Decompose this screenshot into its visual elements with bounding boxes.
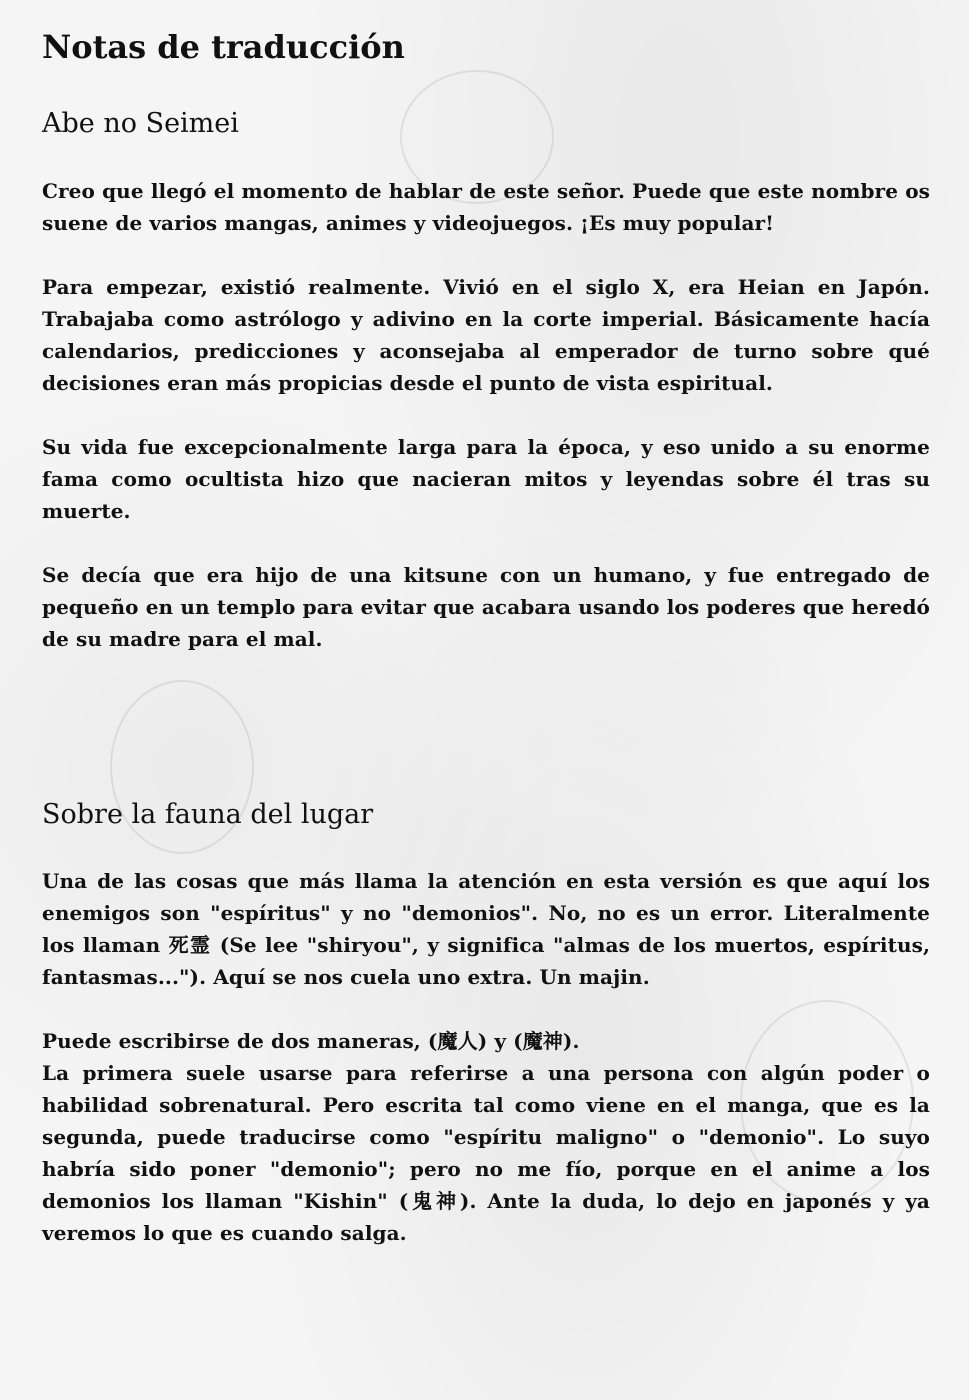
paragraph: Para empezar, existió realmente. Vivió en el siglo X, era Heian en Japón. Trabajaba como astrólogo y adivino en la corte imperial. Básicamente hacía calendarios, predicciones y aconsejaba al emperador de turno sobre qué decisiones eran más propicias desde el punto de vista espiritual.: [42, 274, 930, 395]
paragraph: [42, 1025, 930, 1057]
paragraph: Su vida fue excepcionalmente larga para la época, y eso unido a su enorme fama como ocultista hizo que nacieran mitos y leyendas sobre él tras su muerte.: [42, 434, 930, 523]
paragraph: [42, 865, 930, 993]
text-segment: ). Ante la duda, lo dejo en japonés y ya veremos lo que es cuando salga.: [42, 1189, 930, 1246]
section-heading: Abe no Seimei: [42, 108, 239, 140]
section-fauna: [42, 799, 930, 1249]
section-abe-no-seimei: [42, 108, 930, 654]
text-segment: ) y (: [477, 1029, 523, 1054]
text-segment: ).: [562, 1029, 580, 1054]
kanji-kishin: 鬼神: [408, 1189, 460, 1214]
kanji-shiryou: 死霊: [168, 933, 212, 958]
text-segment: (Se lee "shiryou", y significa "almas de los muertos, espíritus, fantasmas..."). Aquí se nos cuela uno extra. Un majin.: [42, 933, 931, 990]
section-spacer: [42, 687, 930, 799]
section-heading: Sobre la fauna del lugar: [42, 798, 374, 830]
paragraph: Creo que llegó el momento de hablar de este señor. Puede que este nombre os suene de varios mangas, animes y videojuegos. ¡Es muy popular!: [42, 178, 930, 235]
page-title: Notas de traducción: [42, 28, 405, 66]
kanji-majin-god: 魔神: [522, 1029, 563, 1054]
text-segment: La primera suele usarse para referirse a una persona con algún poder o habilidad sobrenatural. Pero escrita tal como viene en el manga, que es la segunda, puede traducirse como "espíritu maligno" o "demonio". Lo suyo habría sido poner "demonio"; pero no me fío, porque en el anime a los demonios los llaman "Kishin" (: [42, 1061, 930, 1214]
text-segment: Una de las cosas que más llama la atención en esta versión es que aquí los enemigos son "espíritus" y no "demonios". No, no es un error. Literalmente los llaman: [42, 869, 930, 958]
translation-notes: [42, 28, 930, 1281]
kanji-majin-person: 魔人: [437, 1029, 478, 1054]
paragraph: Se decía que era hijo de una kitsune con un humano, y fue entregado de pequeño en un templo para evitar que acabara usando los poderes que heredó de su madre para el mal.: [42, 562, 930, 651]
paragraph: [42, 1057, 930, 1249]
text-segment: Puede escribirse de dos maneras, (: [42, 1029, 438, 1054]
